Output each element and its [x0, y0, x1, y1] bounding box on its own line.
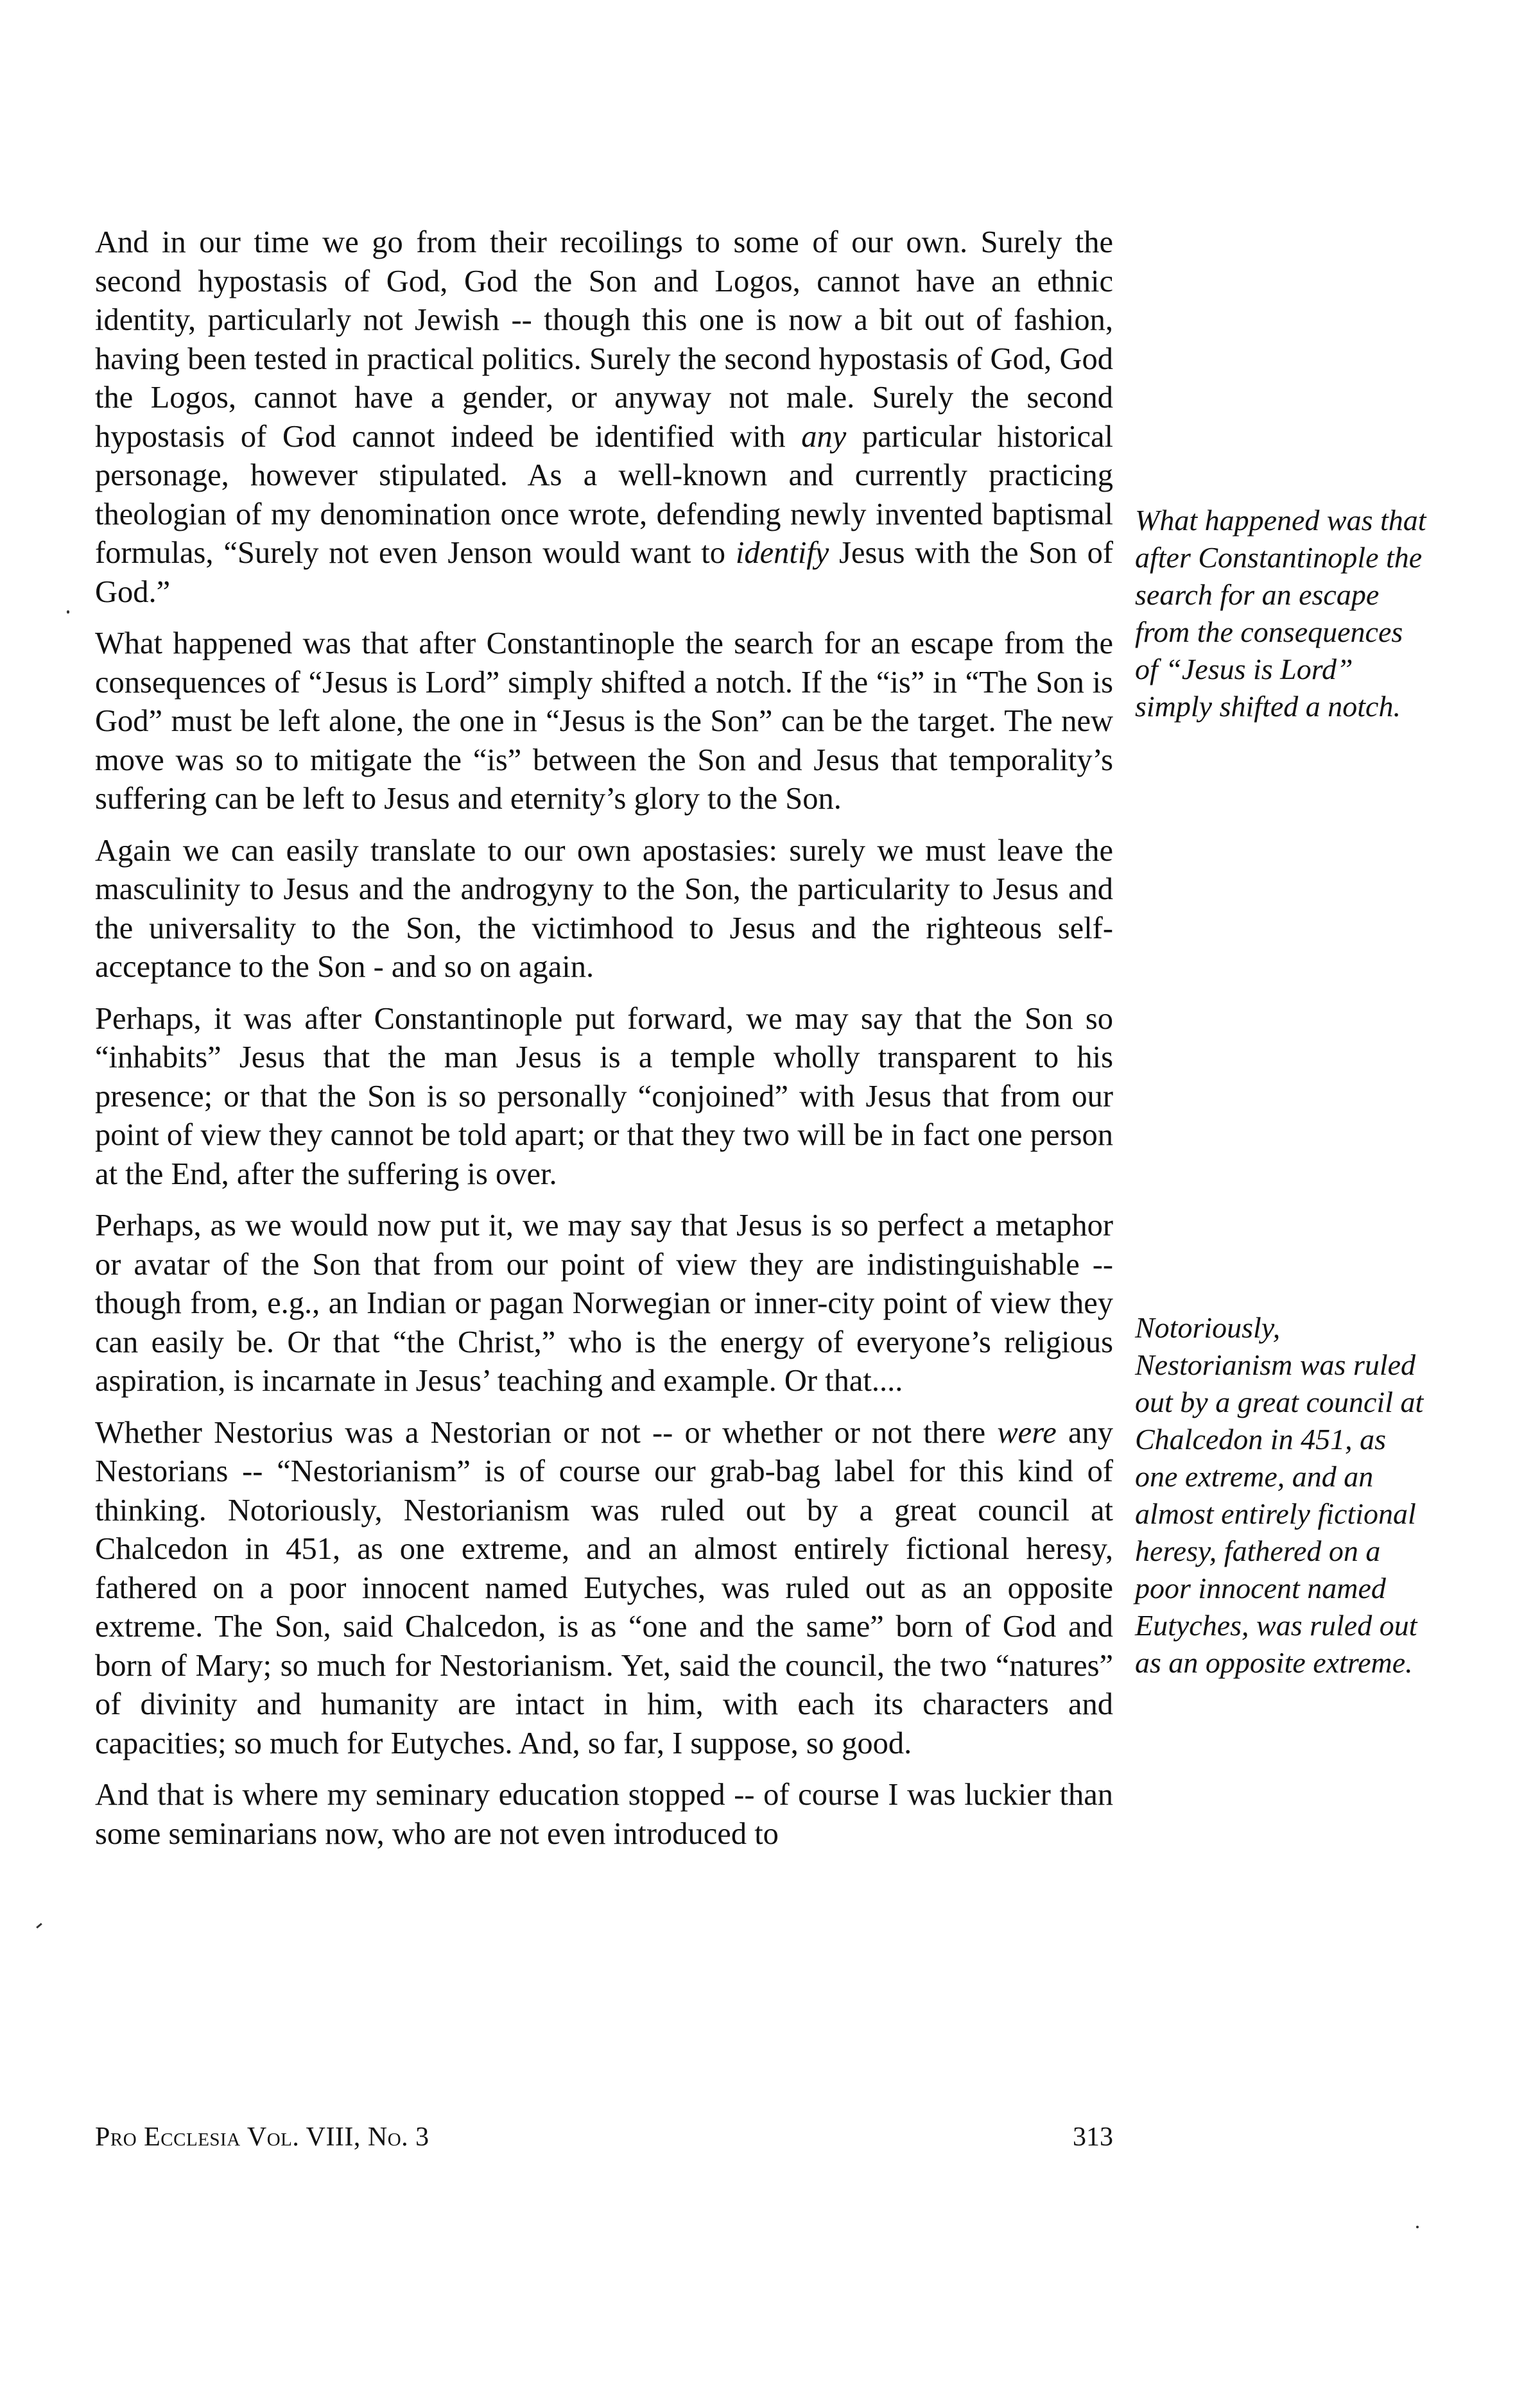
- journal-citation: Pro Ecclesia Vol. VIII, No. 3: [95, 2122, 429, 2152]
- paragraph-3: Again we can easily translate to our own apostasies: surely we must leave the masculinity to Jesus and the androgyny to the Son, the particularity to Jesus and the universality to the Son, the victimhood to Jesus and the righteous self-acceptance to the Son - and so on again.: [95, 833, 1113, 984]
- main-text-column: [95, 223, 1113, 1866]
- paragraph-6: Whether Nestorius was a Nestorian or not -- or whether or not there were any Nestorians -- “Nestorianism” is of course our grab-bag label for this kind of thinking. Notoriously, Nestorianism was ruled out by a great council at Chalcedon in 451, as one extreme, and an almost entirely fictional heresy, fathered on a poor innocent named Eutyches, was ruled out as an opposite extreme. The Son, said Chalcedon, is as “one and the same” born of God and born of Mary; so much for Nestorianism. Yet, said the council, the two “natures” of divinity and humanity are intact in him, with each its characters and capacities; so much for Eutyches. And, so far, I suppose, so good.: [95, 1415, 1114, 1760]
- paragraph-2: What happened was that after Constantinople the search for an escape from the consequences of “Jesus is Lord” simply shifted a notch. If the “is” in “The Son is God” must be left alone, the one in “Jesus is the Son” can be the target. The new move was so to mitigate the “is” between the Son and Jesus that temporality’s suffering can be left to Jesus and eternity’s glory to the Son.: [95, 626, 1113, 816]
- page-number: 313: [1073, 2122, 1113, 2152]
- paragraph-1: And in our time we go from their recoilings to some of our own. Surely the second hypostasis of God, God the Son and Logos, cannot have an ethnic identity, particularly not Jewish -- though this one is now a bit out of fashion, having been tested in practical politics. Surely the second hypostasis of God, God the Logos, cannot have a gender, or anyway not male. Surely the second hypostasis of God cannot indeed be identified with any particular historical personage, however stipulated. As a well-known and currently practicing theologian of my denomination once wrote, defending newly invented baptismal formulas, “Surely not even Jenson would want to identify Jesus with the Son of God.”: [95, 225, 1114, 609]
- paragraph-4: Perhaps, it was after Constantinople put forward, we may say that the Son so “inhabits” Jesus that the man Jesus is a temple wholly transparent to his presence; or that the Son is so personally “conjoined” with Jesus that from our point of view they cannot be told apart; or that they two will be in fact one person at the End, after the suffering is over.: [95, 1001, 1113, 1191]
- pull-quote-nestorianism: Notoriously, Nestorianism was ruled out by a great council at Chalcedon in 451, as one extreme, and an almost entirely fictional heresy, fathered on a poor innocent named Eutyches, was ruled out as an opposite extreme.: [1135, 1311, 1424, 1679]
- stray-mark-dot: [1416, 2226, 1419, 2228]
- paragraph-5: Perhaps, as we would now put it, we may say that Jesus is so perfect a metaphor or avatar of the Son that from our point of view they are indistinguishable -- though from, e.g., an Indian or pagan Norwegian or inner-city point of view they can easily be. Or that “the Christ,” who is the energy of everyone’s religious aspiration, is incarnate in Jesus’ teaching and example. Or that....: [95, 1208, 1113, 1398]
- stray-mark-dot: [67, 610, 69, 614]
- paragraph-7: And that is where my seminary education stopped -- of course I was luckier than some seminarians now, who are not even introduced to: [95, 1778, 1113, 1851]
- pull-quote-constantinople: What happened was that after Constantinople the search for an escape from the consequences of “Jesus is Lord” simply shifted a notch.: [1135, 504, 1426, 723]
- stray-mark-tick: [36, 1923, 42, 1929]
